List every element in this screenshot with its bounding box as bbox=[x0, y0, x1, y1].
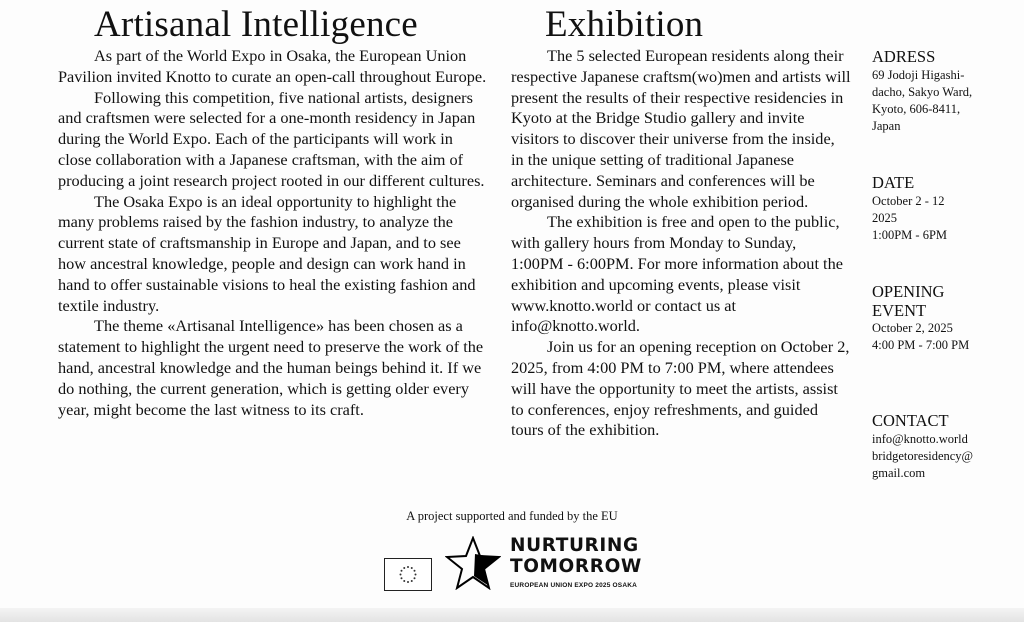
address-line: Japan bbox=[872, 118, 901, 133]
left-paragraph-1: As part of the World Expo in Osaka, the European Union Pavilion invited Knotto to curate an open-call throughout Europe. bbox=[58, 46, 487, 86]
eu-flag-icon bbox=[384, 558, 432, 591]
right-paragraph-1: The 5 selected European residents along their respective Japanese craftsm(wo)men and artists will present the results of their respective residencies in Kyoto at the Bridge Studio gallery and invite visitors to discover their universe from the inside, in the unique setting of traditional Japanese architecture. Seminars and conferences will be organised during the whole exhibition period. bbox=[511, 46, 851, 211]
logo-title-line: TOMORROW bbox=[510, 556, 642, 577]
right-paragraph-2: The exhibition is free and open to the public, with gallery hours from Monday to Sunday, 1:00PM - 6:00PM. For more information about the exhibition and upcoming events, please visit www.knotto.world or contact us at info@knotto.world. bbox=[511, 212, 843, 336]
title-left: Artisanal Intelligence bbox=[94, 4, 418, 45]
right-paragraph-3: Join us for an opening reception on October 2, 2025, from 4:00 PM to 7:00 PM, where attendees will have the opportunity to meet the artists, assist to conferences, enjoy refreshments, and guided tours of the exhibition. bbox=[511, 337, 850, 440]
address-block bbox=[872, 48, 1022, 135]
opening-heading: OPENING bbox=[872, 282, 945, 301]
contact-heading: CONTACT bbox=[872, 411, 949, 430]
contact-email[interactable]: info@knotto.world bbox=[872, 431, 968, 446]
opening-line: October 2, 2025 bbox=[872, 321, 953, 335]
address-line: 69 Jodoji Higashi- bbox=[872, 67, 965, 82]
contact-email[interactable]: gmail.com bbox=[872, 465, 926, 480]
address-heading: ADRESS bbox=[872, 47, 936, 66]
logo-title bbox=[510, 535, 642, 577]
date-block bbox=[872, 174, 1022, 244]
title-right: Exhibition bbox=[545, 4, 704, 45]
logo-subtitle: EUROPEAN UNION EXPO 2025 OSAKA bbox=[510, 582, 638, 589]
contact-block bbox=[872, 412, 1022, 482]
bottom-bar bbox=[0, 608, 1024, 622]
star-logo-icon bbox=[445, 536, 501, 590]
opening-event-block bbox=[872, 283, 1022, 354]
support-text: A project supported and funded by the EU bbox=[406, 509, 618, 523]
date-line: October 2 - 12 bbox=[872, 193, 945, 208]
logo-title-line: NURTURING bbox=[510, 535, 639, 556]
address-line: Kyoto, 606-8411, bbox=[872, 101, 961, 116]
date-heading: DATE bbox=[872, 173, 915, 192]
opening-line: 4:00 PM - 7:00 PM bbox=[872, 338, 970, 352]
left-paragraph-2: Following this competition, five national artists, designers and craftsmen were selected for a one-month residency in Japan during the World Expo. Each of the participants will work in close collaboration with a Japanese craftsman, with the aim of producing a joint research project rooted in our different cultures. bbox=[58, 87, 485, 190]
left-column bbox=[58, 46, 490, 420]
left-paragraph-4: The theme «Artisanal Intelligence» has been chosen as a statement to highlight the urgent need to preserve the work of the hand, ancestral knowledge and the human beings behind it. If we do nothing, the current generation, which is getting older every year, might become the last witness to its craft. bbox=[58, 316, 484, 419]
left-paragraph-3: The Osaka Expo is an ideal opportunity to highlight the many problems raised by the fashion industry, to analyze the current state of craftsmanship in Europe and Japan, and to see how ancestral knowledge, people and design can work hand in hand to offer sustainable visions to heal the existing fashion and textile industry. bbox=[58, 191, 476, 315]
date-line: 1:00PM - 6PM bbox=[872, 227, 948, 242]
right-column bbox=[511, 46, 851, 441]
contact-email[interactable]: bridgetoresidency@ bbox=[872, 448, 974, 463]
address-line: dacho, Sakyo Ward, bbox=[872, 84, 973, 99]
date-line: 2025 bbox=[872, 210, 897, 225]
opening-heading: EVENT bbox=[872, 300, 927, 320]
